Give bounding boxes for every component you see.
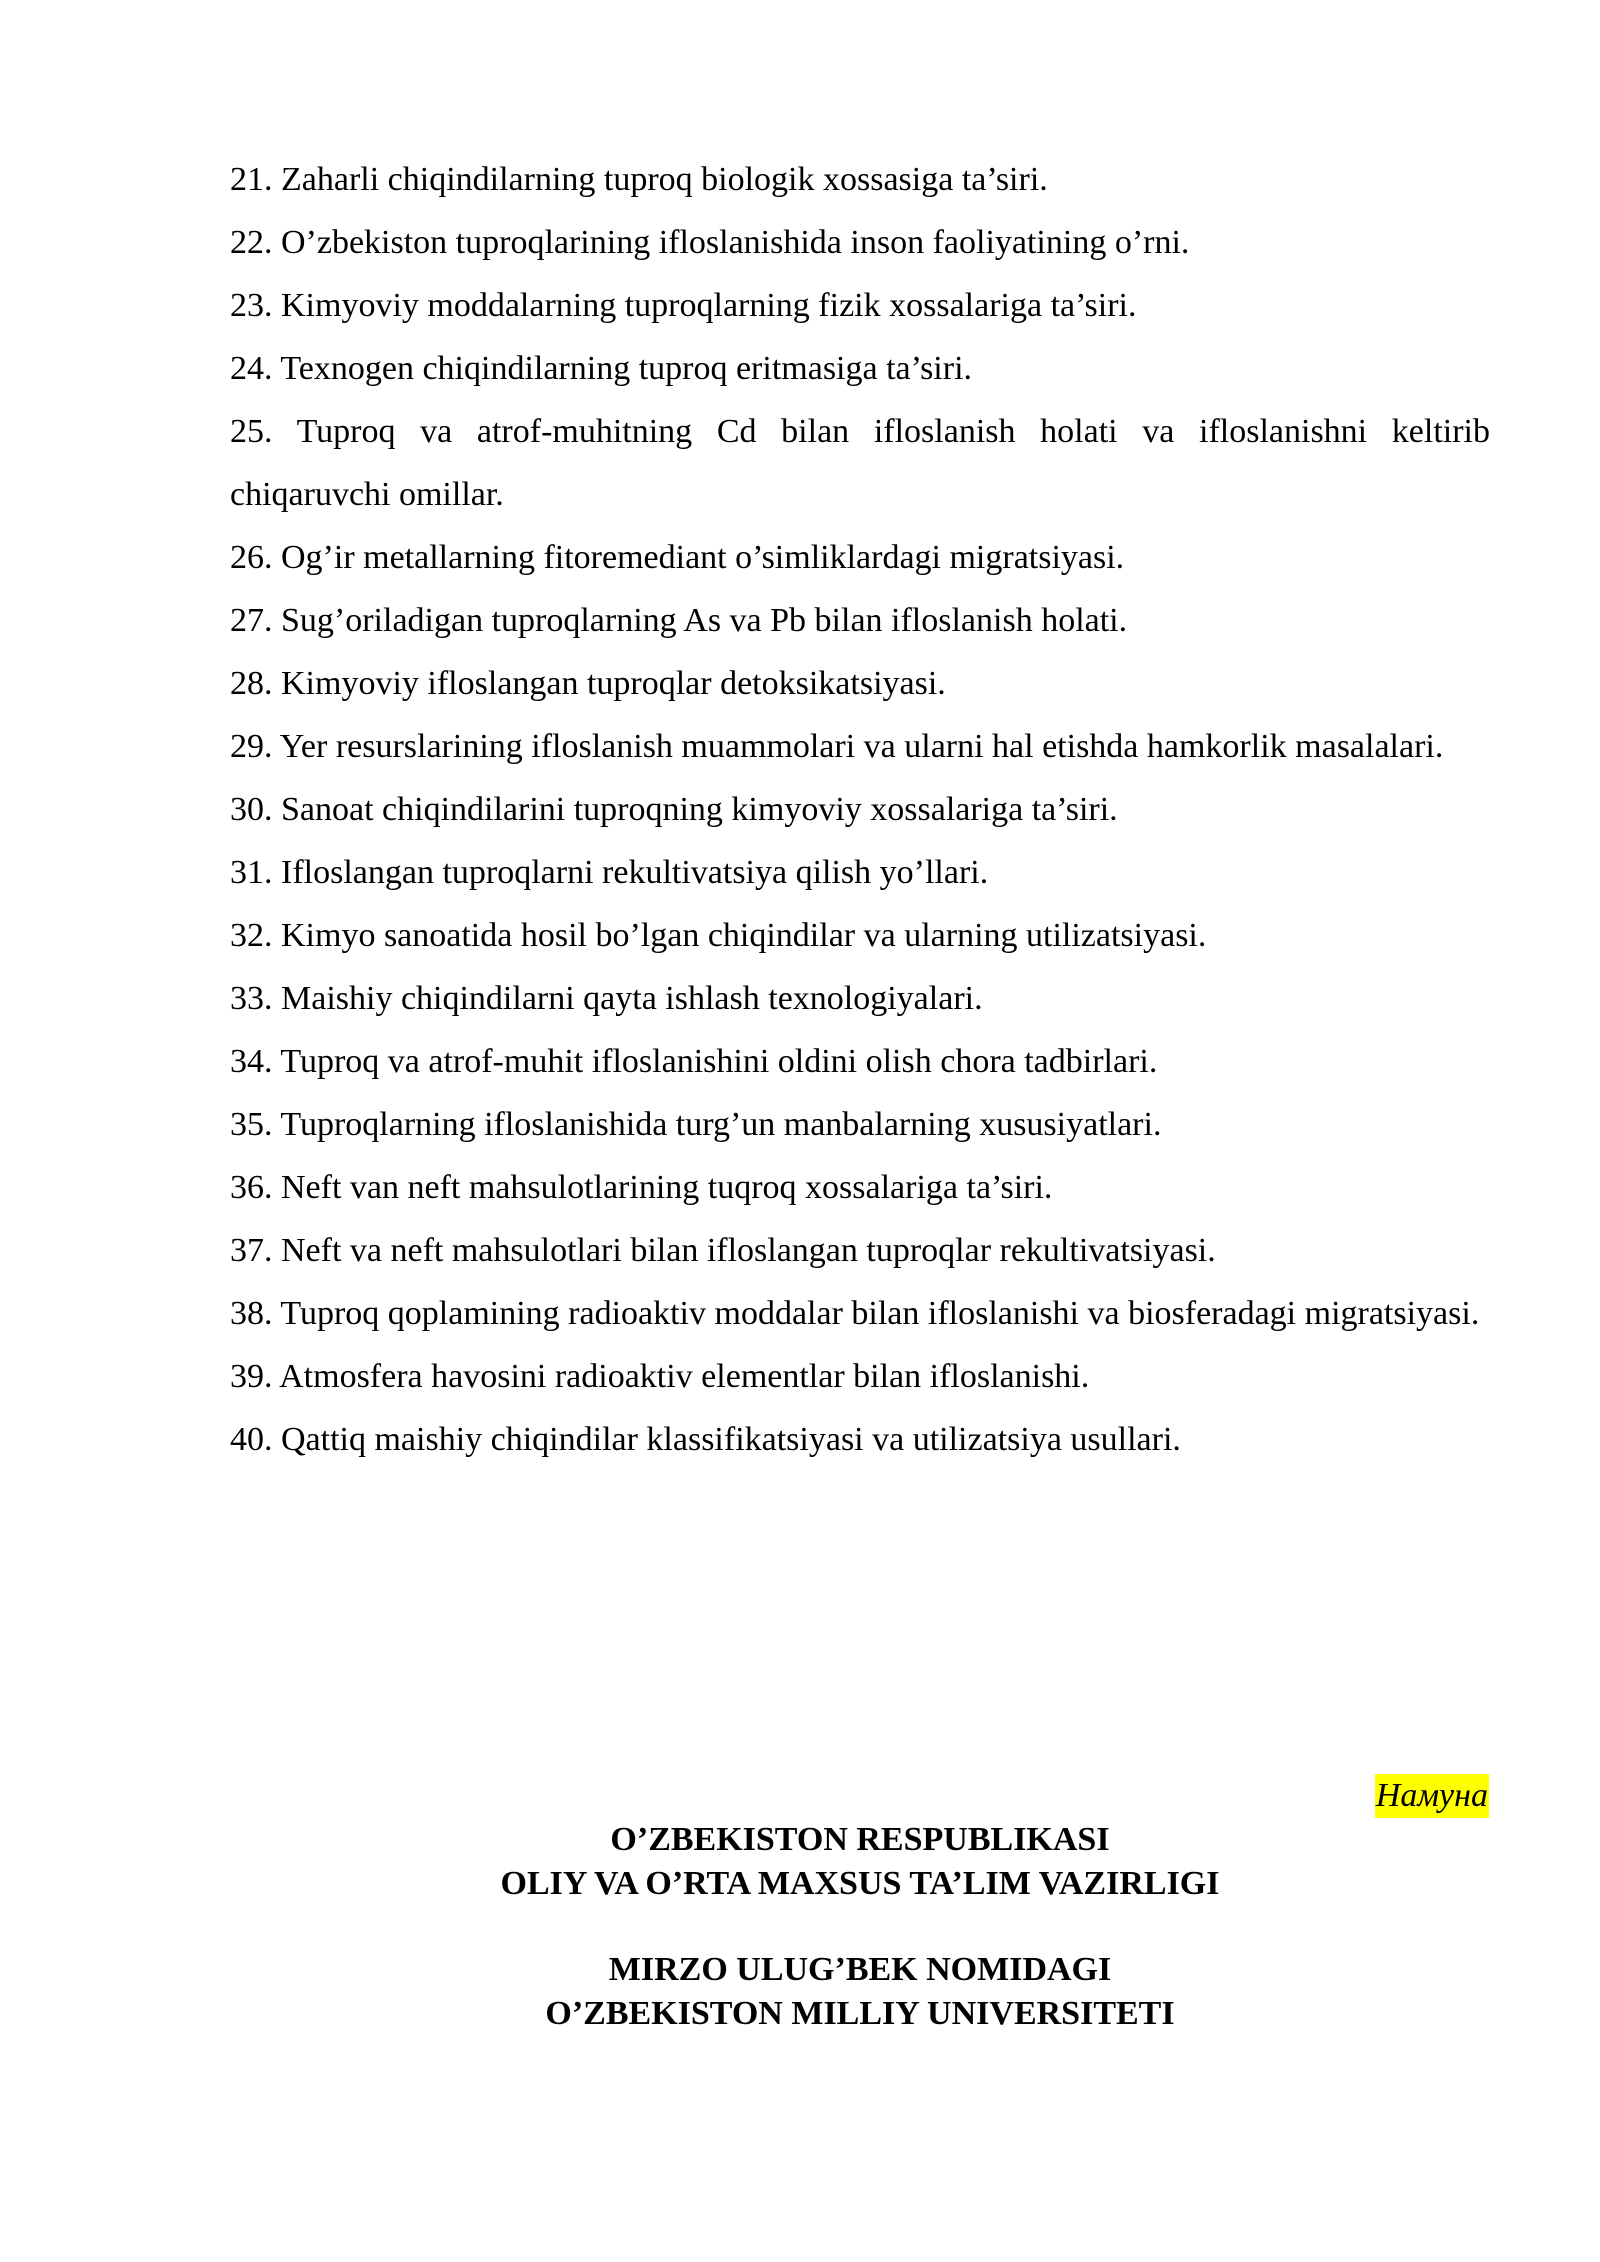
item-number: 24. <box>230 350 273 387</box>
item-text: Sug’oriladigan tuproqlarning As va Pb bilan ifloslanish holati. <box>281 602 1128 639</box>
topic-list <box>230 148 1490 1471</box>
item-number: 29. <box>230 728 273 765</box>
item-number: 27. <box>230 602 273 639</box>
item-text: Texnogen chiqindilarning tuproq eritmasiga ta’siri. <box>280 350 973 387</box>
list-item <box>230 337 1490 400</box>
item-number: 38. <box>230 1295 273 1332</box>
list-item <box>230 211 1490 274</box>
list-item <box>230 1408 1490 1471</box>
item-text: Neft van neft mahsulotlarining tuqroq xossalariga ta’siri. <box>281 1169 1053 1206</box>
heading-line: MIRZO ULUG’BEK NOMIDAGI <box>608 1951 1112 1988</box>
item-text: Yer resurslarining ifloslanish muammolari va ularni hal etishda hamkorlik masalalari. <box>279 728 1444 765</box>
list-item <box>230 589 1490 652</box>
list-item <box>230 715 1490 778</box>
item-text: Sanoat chiqindilarini tuproqning kimyoviy xossalariga ta’siri. <box>281 791 1118 828</box>
item-text: Neft va neft mahsulotlari bilan ifloslangan tuproqlar rekultivatsiyasi. <box>281 1232 1216 1269</box>
item-text: Kimyoviy moddalarning tuproqlarning fizik xossalariga ta’siri. <box>281 287 1137 324</box>
item-number: 35. <box>230 1106 273 1143</box>
item-number: 32. <box>230 917 273 954</box>
list-item <box>230 652 1490 715</box>
item-number: 26. <box>230 539 273 576</box>
university-heading <box>230 1948 1490 2036</box>
item-text: Tuproq qoplamining radioaktiv moddalar bilan ifloslanishi va biosferadagi migratsiyasi. <box>280 1295 1480 1332</box>
item-text: Atmosfera havosini radioaktiv elementlar bilan ifloslanishi. <box>279 1358 1090 1395</box>
list-item <box>230 1282 1490 1345</box>
item-number: 33. <box>230 980 273 1017</box>
list-item <box>230 778 1490 841</box>
list-item <box>230 526 1490 589</box>
heading-line: O’ZBEKISTON MILLIY UNIVERSITETI <box>545 1995 1175 2032</box>
item-text: O’zbekiston tuproqlarining ifloslanishida inson faoliyatining o’rni. <box>281 224 1190 261</box>
list-item <box>230 1093 1490 1156</box>
item-number: 21. <box>230 161 273 198</box>
item-text: Tuproq va atrof-muhitning Cd bilan ifloslanish holati va ifloslanishni keltirib chiqaruvchi omillar. <box>230 413 1490 513</box>
item-text: Ifloslangan tuproqlarni rekultivatsiya qilish yo’llari. <box>281 854 989 891</box>
sample-label: Намуна <box>1375 1774 1489 1818</box>
list-item <box>230 841 1490 904</box>
item-text: Tuproqlarning ifloslanishida turg’un manbalarning xususiyatlari. <box>280 1106 1162 1143</box>
item-number: 40. <box>230 1421 273 1458</box>
heading-line: OLIY VA O’RTA MAXSUS TA’LIM VAZIRLIGI <box>500 1865 1220 1902</box>
item-number: 30. <box>230 791 273 828</box>
ministry-heading <box>230 1818 1490 1906</box>
list-item <box>230 274 1490 337</box>
item-text: Maishiy chiqindilarni qayta ishlash texnologiyalari. <box>281 980 983 1017</box>
item-number: 31. <box>230 854 273 891</box>
item-text: Zaharli chiqindilarning tuproq biologik xossasiga ta’siri. <box>281 161 1048 198</box>
list-item <box>230 904 1490 967</box>
list-item <box>230 1156 1490 1219</box>
item-text: Kimyoviy ifloslangan tuproqlar detoksikatsiyasi. <box>281 665 946 702</box>
item-text: Og’ir metallarning fitoremediant o’simliklardagi migratsiyasi. <box>281 539 1125 576</box>
list-item <box>230 1030 1490 1093</box>
heading-line: O’ZBEKISTON RESPUBLIKASI <box>610 1821 1110 1858</box>
item-number: 22. <box>230 224 273 261</box>
item-number: 36. <box>230 1169 273 1206</box>
item-number: 25. <box>230 413 273 450</box>
item-number: 39. <box>230 1358 273 1395</box>
item-text: Kimyo sanoatida hosil bo’lgan chiqindilar va ularning utilizatsiyasi. <box>281 917 1207 954</box>
item-number: 23. <box>230 287 273 324</box>
item-number: 28. <box>230 665 273 702</box>
list-item <box>230 967 1490 1030</box>
item-number: 34. <box>230 1043 273 1080</box>
list-item <box>230 1345 1490 1408</box>
list-item <box>230 1219 1490 1282</box>
item-number: 37. <box>230 1232 273 1269</box>
list-item <box>230 400 1490 526</box>
list-item <box>230 148 1490 211</box>
item-text: Tuproq va atrof-muhit ifloslanishini oldini olish chora tadbirlari. <box>280 1043 1158 1080</box>
item-text: Qattiq maishiy chiqindilar klassifikatsiyasi va utilizatsiya usullari. <box>281 1421 1181 1458</box>
